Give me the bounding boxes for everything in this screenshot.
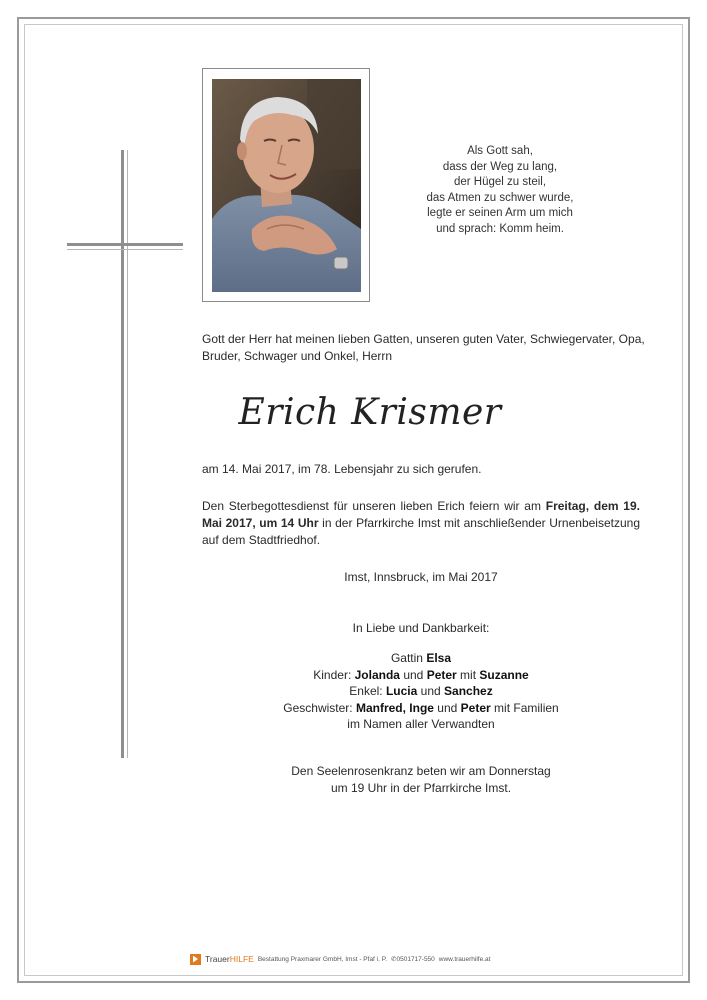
siblings-line: Geschwister: Manfred, Inge und Peter mit Familien <box>283 700 559 715</box>
intro-text: Gott der Herr hat meinen lieben Gatten, unseren guten Vater, Schwiegervater, Opa, Bruder, Schwager und Onkel, Herrn <box>202 332 645 363</box>
place-date: Imst, Innsbruck, im Mai 2017 <box>344 570 498 584</box>
spouse-line: Gattin Elsa <box>390 651 452 665</box>
footer-website[interactable]: www.trauerhilfe.at <box>438 955 491 963</box>
mourners-list <box>202 650 640 733</box>
service-text-post: in der Pfarrkirche Imst mit anschließender Urnenbeisetzung auf dem Stadtfriedhof. <box>202 516 640 547</box>
service-date-time: Freitag, dem 19. Mai 2017, um 14 Uhr <box>202 499 640 530</box>
service-text-pre: Den Sterbegottesdienst für unseren lieben Erich feiern wir am <box>202 499 546 513</box>
portrait-photo-frame <box>202 68 370 302</box>
poem-line: der Hügel zu steil, <box>453 176 547 188</box>
children-line: Kinder: Jolanda und Peter mit Suzanne <box>313 667 529 682</box>
death-date-text: am 14. Mai 2017, im 78. Lebensjahr zu sich gerufen. <box>202 462 482 476</box>
grandchildren-line: Enkel: Lucia und Sanchez <box>349 684 493 698</box>
rosary-text <box>202 763 640 797</box>
trauerhilfe-logo-icon <box>190 954 201 965</box>
footer <box>190 952 520 966</box>
rosary-line: um 19 Uhr in der Pfarrkirche Imst. <box>330 781 512 795</box>
poem-line: legte er seinen Arm um mich <box>427 207 573 219</box>
poem-line: Als Gott sah, <box>467 145 533 157</box>
rosary-line: Den Seelenrosenkranz beten wir am Donnerstag <box>291 764 551 778</box>
footer-company: Bestattung Praxmarer GmbH, Imst - Pfaf i. P. <box>257 955 388 963</box>
footer-phone: ✆0501717-550 <box>391 956 435 963</box>
portrait-photo <box>212 79 361 292</box>
funeral-service-text <box>202 498 640 549</box>
relatives-line: im Namen aller Verwandten <box>347 717 495 731</box>
gratitude-heading: In Liebe und Dankbarkeit: <box>352 621 490 635</box>
poem-line: dass der Weg zu lang, <box>442 160 558 173</box>
poem <box>400 144 600 237</box>
poem-line: und sprach: Komm heim. <box>436 222 564 235</box>
deceased-name: Erich Krismer <box>238 392 502 433</box>
trauerhilfe-logo-text: TrauerHILFE <box>205 954 254 964</box>
poem-line: das Atmen zu schwer wurde, <box>426 191 574 204</box>
